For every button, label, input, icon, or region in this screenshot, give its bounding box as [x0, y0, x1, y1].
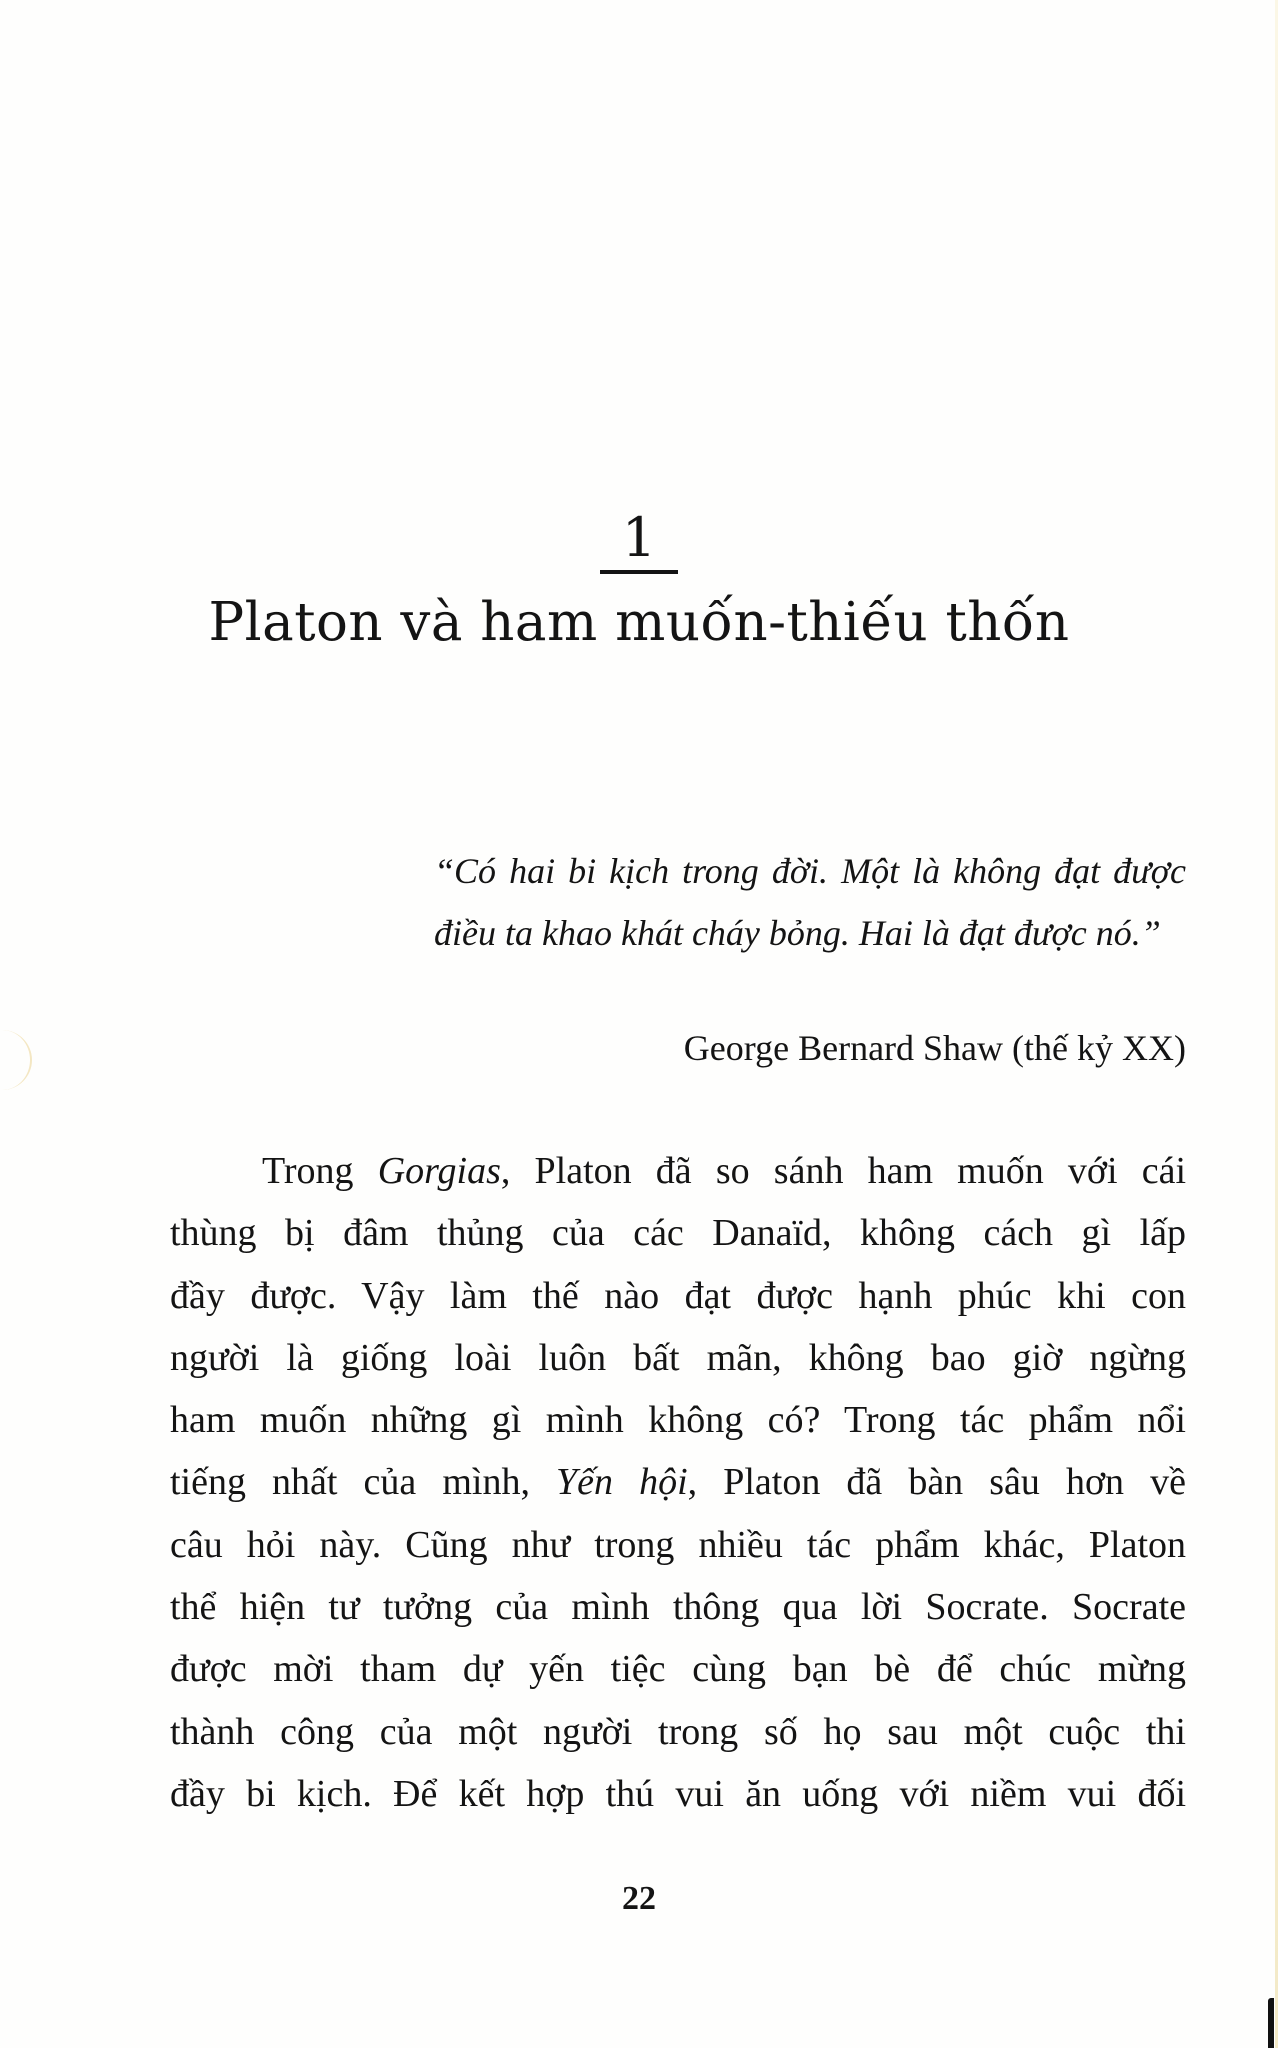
chapter-number: 1 — [0, 508, 1278, 574]
scan-artifact — [0, 1030, 32, 1090]
body-line: ham muốn những gì mình không có? Trong tác phẩm nổi — [170, 1399, 1186, 1442]
body-line: người là giống loài luôn bất mãn, không bao giờ ngừng — [170, 1336, 1186, 1379]
epigraph-quote: “Có hai bi kịch trong đời. Một là không đạt được điều ta khao khát cháy bỏng. Hai là đạt được nó.” — [434, 851, 1186, 953]
body-line: thùng bị đâm thủng của các Danaïd, không cách gì lấp — [170, 1212, 1186, 1255]
epigraph-attribution: George Bernard Shaw (thế kỷ XX) — [683, 1028, 1186, 1068]
body-line: thành công của một người trong số họ sau một cuộc thi — [170, 1710, 1186, 1753]
body-line: tiếng nhất của mình, Yến hội, Platon đã bàn sâu hơn về — [170, 1461, 1186, 1504]
body-line: đầy được. Vậy làm thế nào đạt được hạnh phúc khi con — [170, 1274, 1186, 1317]
body-line: được mời tham dự yến tiệc cùng bạn bè để chúc mừng — [170, 1648, 1186, 1691]
body-line: đầy bi kịch. Để kết hợp thú vui ăn uống với niềm vui đối — [170, 1772, 1186, 1815]
body-line: Trong Gorgias, Platon đã so sánh ham muốn với cái — [262, 1150, 1187, 1192]
page-edge-mark — [1268, 1998, 1274, 2048]
page-number: 22 — [622, 1880, 656, 1917]
body-line: câu hỏi này. Cũng như trong nhiều tác phẩm khác, Platon — [170, 1523, 1186, 1566]
body-line: thể hiện tư tưởng của mình thông qua lời Socrate. Socrate — [170, 1586, 1186, 1629]
body-paragraph — [170, 1140, 1186, 1825]
chapter-title: Platon và ham muốn-thiếu thốn — [208, 592, 1070, 653]
